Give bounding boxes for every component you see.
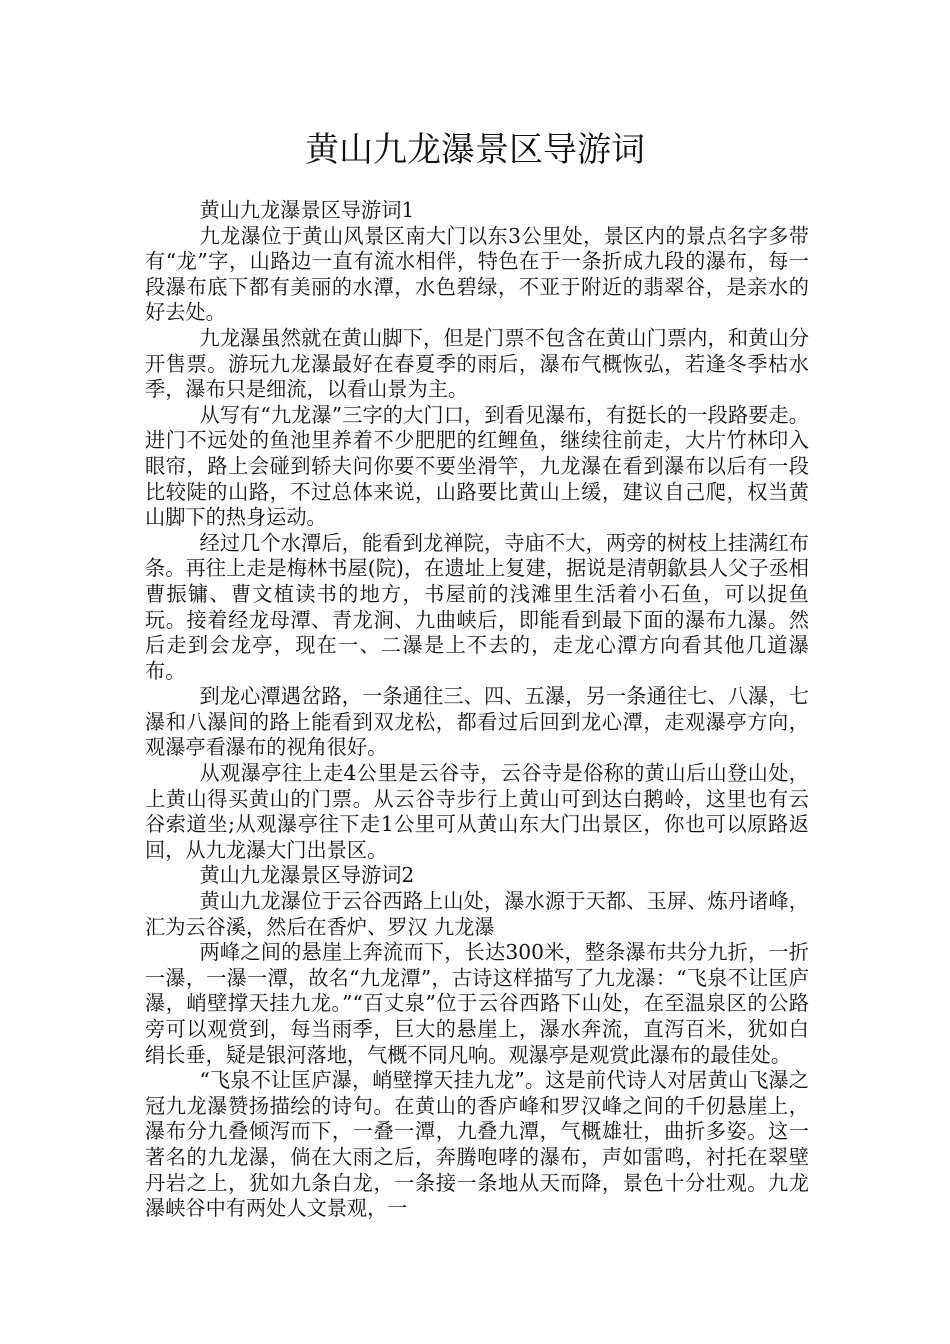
paragraph: 到龙心潭遇岔路，一条通往三、四、五瀑，另一条通往七、八瀑，七瀑和八瀑间的路上能看到双龙松，都看过后回到龙心潭，走观瀑亭方向，观瀑亭看瀑布的视角很好。 xyxy=(145,684,809,760)
paragraph: 经过几个水潭后，能看到龙禅院，寺庙不大，两旁的树枝上挂满红布条。再往上走是梅林书屋(院)，在遗址上复建，据说是清朝歙县人父子丞相曹振镛、曹文植读书的地方，书屋前的浅滩里生活着小石鱼，可以捉鱼玩。接着经龙母潭、青龙涧、九曲峡后，即能看到最下面的瀑布九瀑。然后走到会龙亭，现在一、二瀑是上不去的，走龙心潭方向看其他几道瀑布。 xyxy=(145,530,809,683)
paragraph: “飞泉不让匡庐瀑，峭壁撑天挂九龙”。这是前代诗人对居黄山飞瀑之冠九龙瀑赞扬描绘的诗句。在黄山的香庐峰和罗汉峰之间的千仞悬崖上，瀑布分九叠倾泻而下，一叠一潭，九叠九潭，气概雄壮，曲折多姿。这一著名的九龙瀑，倘在大雨之后，奔腾咆哮的瀑布，声如雷鸣，衬托在翠壁丹岩之上，犹如九条白龙，一条接一条地从天而降，景色十分壮观。九龙瀑峡谷中有两处人文景观，一 xyxy=(145,1068,809,1221)
paragraph: 九龙瀑位于黄山风景区南大门以东3公里处，景区内的景点名字多带有“龙”字，山路边一直有流水相伴，特色在于一条折成九段的瀑布，每一段瀑布底下都有美丽的水潭，水色碧绿，不亚于附近的翡翠谷，是亲水的好去处。 xyxy=(145,223,809,325)
paragraph: 从写有“九龙瀑”三字的大门口，到看见瀑布，有挺长的一段路要走。进门不远处的鱼池里养着不少肥肥的红鲤鱼，继续往前走，大片竹林印入眼帘，路上会碰到轿夫问你要不要坐滑竿，九龙瀑在看到瀑布以后有一段比较陡的山路，不过总体来说，山路要比黄山上缓，建议自己爬，权当黄山脚下的热身运动。 xyxy=(145,402,809,530)
section-heading: 黄山九龙瀑景区导游词2 xyxy=(199,863,415,888)
paragraph: 从观瀑亭往上走4公里是云谷寺，云谷寺是俗称的黄山后山登山处，上黄山得买黄山的门票。从云谷寺步行上黄山可到达白鹅岭，这里也有云谷索道坐;从观瀑亭往下走1公里可从黄山东大门出景区，你也可以原路返回，从九龙瀑大门出景区。 xyxy=(145,761,809,862)
document-title: 黄山九龙瀑景区导游词 xyxy=(305,130,645,170)
document-body xyxy=(145,198,809,1222)
paragraph: 九龙瀑虽然就在黄山脚下，但是门票不包含在黄山门票内，和黄山分开售票。游玩九龙瀑最好在春夏季的雨后，瀑布气概恢弘，若逢冬季枯水季，瀑布只是细流，以看山景为主。 xyxy=(145,325,809,402)
paragraph: 两峰之间的悬崖上奔流而下，长达300米，整条瀑布共分九折，一折一瀑，一瀑一潭，故名“九龙潭”，古诗这样描写了九龙瀑：“飞泉不让匡庐瀑，峭壁撑天挂九龙。”“百丈泉”位于云谷西路下山处，在至温泉区的公路旁可以观赏到，每当雨季，巨大的悬崖上，瀑水奔流，直泻百米，犹如白绢长垂，疑是银河落地，气概不同凡响。观瀑亭是观赏此瀑布的最佳处。 xyxy=(145,940,809,1067)
section-heading: 黄山九龙瀑景区导游词1 xyxy=(199,198,415,222)
paragraph: 黄山九龙瀑位于云谷西路上山处，瀑水源于天都、玉屏、炼丹诸峰，汇为云谷溪，然后在香炉、罗汉 九龙瀑 xyxy=(145,889,809,939)
